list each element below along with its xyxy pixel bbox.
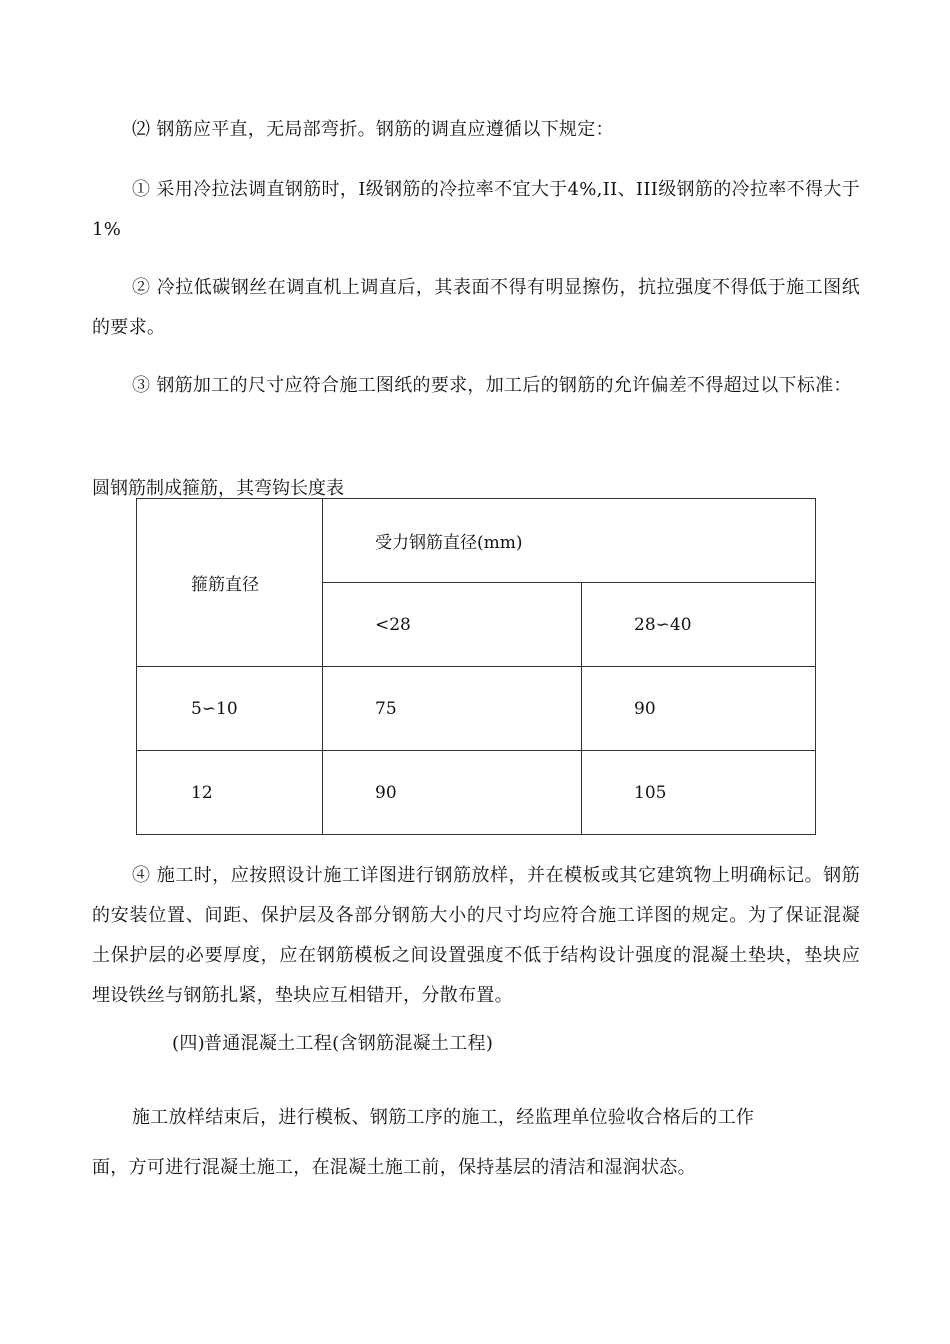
paragraph-item-3: ③ 钢筋加工的尺寸应符合施工图纸的要求，加工后的钢筋的允许偏差不得超过以下标准： [132,375,852,396]
section-number: (四) [172,1033,205,1054]
paragraph-item-1: ① 采用冷拉法调直钢筋时，I级钢筋的冷拉率不宜大于4%,II、III级钢筋的冷拉率不得大于1% [92,179,860,240]
table-caption: 圆钢筋制成箍筋，其弯钩长度表 [92,478,344,499]
table-cell: 75 [323,667,582,751]
paragraph-item-4: ④ 施工时，应按照设计施工详图进行钢筋放样，并在模板或其它建筑物上明确标记。钢筋的安装位置、间距、保护层及各部分钢筋大小的尺寸均应符合施工详图的规定。为了保证混凝土保护层的必要厚度，应在钢筋模板之间设置强度不低于结构设计强度的混凝土垫块，垫块应埋设铁丝与钢筋扎紧，垫块应互相错开，分散布置。 [92,865,860,1006]
table-row [137,751,816,835]
hook-length-table [136,498,816,835]
table-cell: 90 [323,751,582,835]
table-column-header: 28∽40 [582,583,816,667]
table-header-row [137,499,816,583]
table-row-label: 5∽10 [137,667,323,751]
paragraph-straightening-rule: ⑵ 钢筋应平直，无局部弯折。钢筋的调直应遵循以下规定： [132,119,614,140]
table-row-label: 12 [137,751,323,835]
table-row-header: 箍筋直径 [137,499,323,667]
paragraph-item-2: ② 冷拉低碳钢丝在调直机上调直后，其表面不得有明显擦伤，抗拉强度不得低于施工图纸的要求。 [92,277,860,338]
section-heading [92,1024,860,1064]
table-group-header: 受力钢筋直径(mm) [323,499,816,583]
table-column-header: <28 [323,583,582,667]
table-row [137,667,816,751]
table-cell: 105 [582,751,816,835]
paragraph-last-line-1: 施工放样结束后，进行模板、钢筋工序的施工，经监理单位验收合格后的工作 [132,1107,755,1128]
section-title: 普通混凝土工程(含钢筋混凝土工程) [204,1033,494,1054]
paragraph-last-line-2: 面，方可进行混凝土施工，在混凝土施工前，保持基层的清洁和湿润状态。 [92,1157,696,1178]
table-cell: 90 [582,667,816,751]
